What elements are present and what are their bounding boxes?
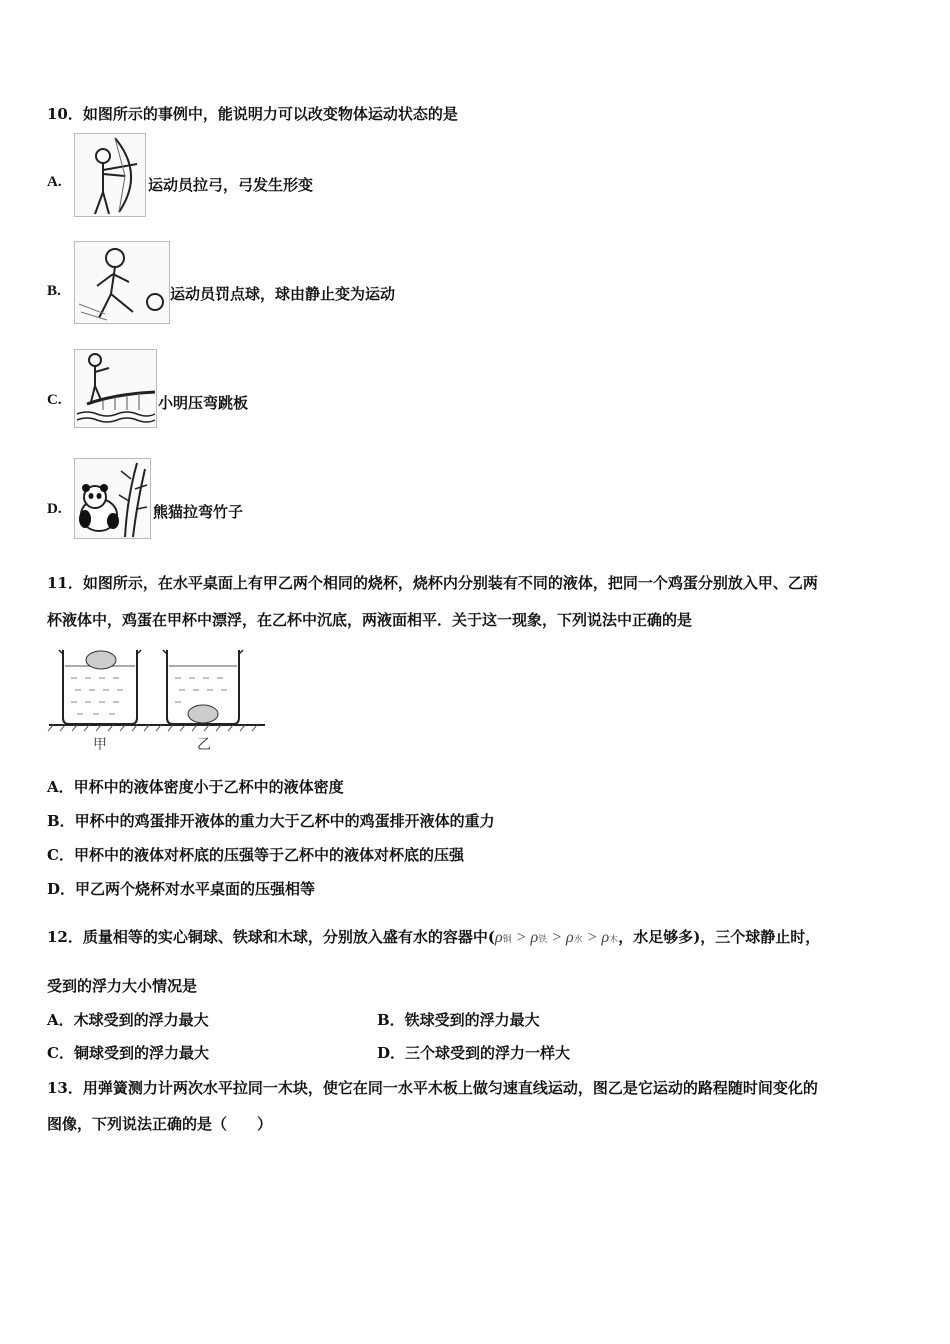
q12-stem-line2: 受到的浮力大小情况是: [47, 977, 198, 995]
q10-option-a-text: 运动员拉弓，弓发生形变: [148, 176, 314, 194]
q10-stem: 10．如图所示的事例中，能说明力可以改变物体运动状态的是: [47, 105, 458, 123]
q11-option-d: D．甲乙两个烧杯对水平桌面的压强相等: [47, 880, 316, 898]
q11-option-b: B．甲杯中的鸡蛋排开液体的重力大于乙杯中的鸡蛋排开液体的重力: [47, 812, 495, 830]
q10-option-c-letter: C.: [47, 392, 62, 408]
beakers-figure: [47, 644, 267, 754]
archer-illustration: [74, 133, 146, 217]
q11-stem-line2: 杯液体中，鸡蛋在甲杯中漂浮，在乙杯中沉底，两液面相平．关于这一现象，下列说法中正确的是: [47, 611, 693, 629]
q11-stem-line1: 11．如图所示，在水平桌面上有甲乙两个相同的烧杯，烧杯内分别装有不同的液体，把同一个鸡蛋分别放入甲、乙两: [47, 574, 818, 592]
q13-stem-line1: 13．用弹簧测力计两次水平拉同一木块，使它在同一水平木板上做匀速直线运动，图乙是它运动的路程随时间变化的: [47, 1079, 818, 1097]
q12-stem-pre: 12．质量相等的实心铜球、铁球和木球，分别放入盛有水的容器中(: [47, 928, 495, 946]
q10-option-b-text: 运动员罚点球，球由静止变为运动: [170, 285, 396, 303]
beaker-label-yi: 乙: [197, 737, 211, 753]
q10-option-a-letter: A.: [47, 174, 62, 190]
q10-option-d-letter: D.: [47, 501, 62, 517]
panda-bamboo-illustration: [74, 458, 151, 539]
q10-option-b-letter: B.: [47, 283, 61, 299]
diving-board-illustration: [74, 349, 157, 428]
beaker-label-jia: 甲: [93, 737, 107, 753]
penalty-kick-illustration: [74, 241, 170, 324]
q12-option-b: B．铁球受到的浮力最大: [377, 1011, 540, 1029]
density-inequality: ρ铜 > ρ铁 > ρ水 > ρ木: [494, 929, 619, 946]
q11-option-a: A．甲杯中的液体密度小于乙杯中的液体密度: [47, 778, 344, 796]
q12-option-a: A．木球受到的浮力最大: [47, 1011, 209, 1029]
q10-option-c-text: 小明压弯跳板: [158, 394, 249, 412]
q12-option-d: D．三个球受到的浮力一样大: [377, 1044, 571, 1062]
q10-option-d-text: 熊猫拉弯竹子: [153, 503, 244, 521]
q11-option-c: C．甲杯中的液体对杯底的压强等于乙杯中的液体对杯底的压强: [47, 846, 464, 864]
q12-stem-post: ，水足够多)，三个球静止时，: [618, 928, 821, 946]
q12-stem-line1: [47, 926, 820, 947]
q12-option-c: C．铜球受到的浮力最大: [47, 1044, 209, 1062]
q13-stem-line2: 图像，下列说法正确的是（ ）: [47, 1115, 273, 1133]
